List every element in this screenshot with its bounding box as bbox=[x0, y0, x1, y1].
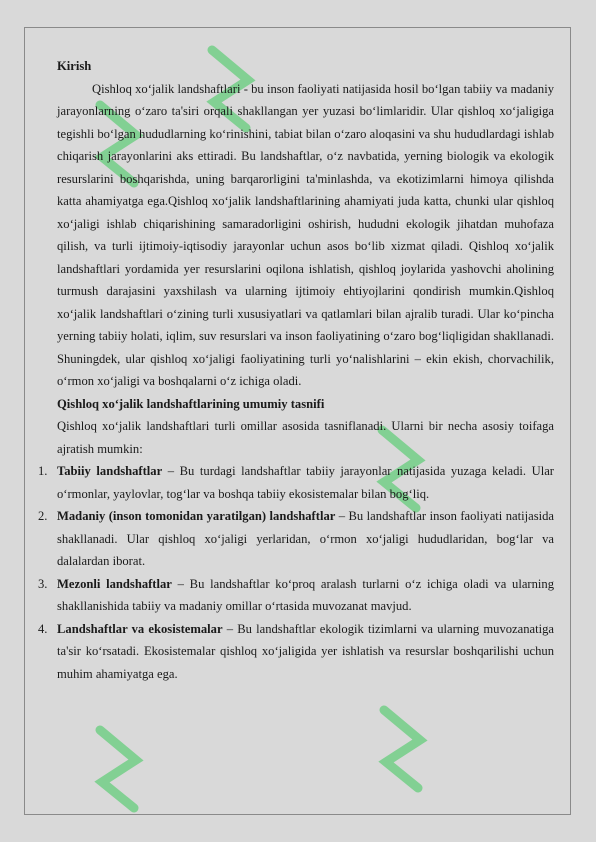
list-text: – Bu landshaftlar ko‘proq aralash turlarni o‘z ichiga oladi va ularning shakllanishida tabiiy va madaniy omillar o‘rtasida muvozanat mavjud. bbox=[57, 576, 554, 613]
list-item bbox=[38, 505, 554, 573]
list-number: 4. bbox=[38, 621, 48, 636]
list-text: – Bu turdagi landshaftlar tabiiy jarayonlar natijasida yuzaga keladi. Ular o‘rmonlar, yaylovlar, tog‘lar va boshqa tabiiy ekosistemalar bilan bog‘liq. bbox=[57, 464, 554, 501]
list-term: Madaniy (inson tomonidan yaratilgan) landshaftlar bbox=[57, 509, 336, 523]
list-term: Mezonli landshaftlar bbox=[57, 576, 172, 591]
classification-heading: Qishloq xo‘jalik landshaftlarining umumiy tasnifi bbox=[57, 396, 325, 411]
classification-list bbox=[38, 460, 554, 685]
classification-paragraph: Qishloq xo‘jalik landshaftlari turli omillar asosida tasniflanadi. Ularni bir necha asosiy toifaga ajratish mumkin: bbox=[57, 419, 554, 456]
list-term: Tabiiy landshaftlar bbox=[57, 464, 163, 478]
list-number: 3. bbox=[38, 576, 48, 591]
intro-paragraph: Qishloq xo‘jalik landshaftlari - bu inson faoliyati natijasida hosil bo‘lgan tabiiy va madaniy jarayonlarning o‘zaro ta'siri orqali shakllangan yer yuzasi bo‘limlaridir. Ular qishloq xo‘jaligiga tegishli bo‘lgan hududlarning ko‘rinishini, tabiat bilan o‘zaro aloqasini va shu hududlardagi ishlab chiqarish jarayonlarini aks ettiradi. Bu landshaftlar, o‘z navbatida, yerning biologik va ekologik resurslarini boshqarishda, uning barqarorligini ta'minlashda, va ekotizimlarni himoya qilishda katta ahamiyatga ega.Qishloq xo‘jalik landshaftlarining ahamiyati juda katta, chunki ular qishloq xo‘jaligi ishlab chiqarishining samaradorligini oshirish, hududni ekologik jihatdan muhofaza qilish, va turli ijtimoiy-iqtisodiy jarayonlar uchun asos bo‘lib xizmat qiladi. Qishloq xo‘jalik landshaftlari yordamida yer resurslarini oqilona ishlatish, qishloq joylarida yashovchi aholining turmush darajasini yaxshilash va ularning ijtimoiy ehtiyojlarini qondirish mumkin.Qishloq xo‘jalik landshaftlari o‘zining turli xususiyatlari va qatlamlari bilan ajralib turadi. Ular ko‘pincha yerning tabiiy holati, iqlim, suv resurslari va inson faoliyatining o‘zaro bog‘liqligidan shakllanadi. Shuningdek, ular qishloq xo‘jaligi faoliyatining turli yo‘nalishlarini – ekin ekish, chorvachilik, o‘rmon xo‘jaligi va boshqalarni o‘z ichiga oladi. bbox=[57, 81, 554, 388]
intro-heading: Kirish bbox=[57, 59, 92, 73]
list-item bbox=[38, 618, 554, 686]
list-number: 2. bbox=[38, 509, 48, 523]
list-text: – Bu landshaftlar inson faoliyati natijasida shakllanadi. Ular qishloq xo‘jaligi yerlaridan, o‘rmon xo‘jaligi hududlaridan, bog‘lar va dalalardan iborat. bbox=[57, 509, 554, 568]
list-text: – Bu landshaftlar ekologik tizimlarni va ularning muvozanatiga ta'sir ko‘rsatadi. Ekosistemalar qishloq xo‘jaligida yer ishlatish va resurslar boshqarilishi uchun muhim ahamiyatga ega. bbox=[57, 621, 554, 681]
list-item bbox=[38, 460, 554, 505]
list-item bbox=[38, 573, 554, 618]
document-body bbox=[38, 55, 554, 685]
list-number: 1. bbox=[38, 464, 48, 478]
list-term: Landshaftlar va ekosistemalar bbox=[57, 621, 223, 636]
